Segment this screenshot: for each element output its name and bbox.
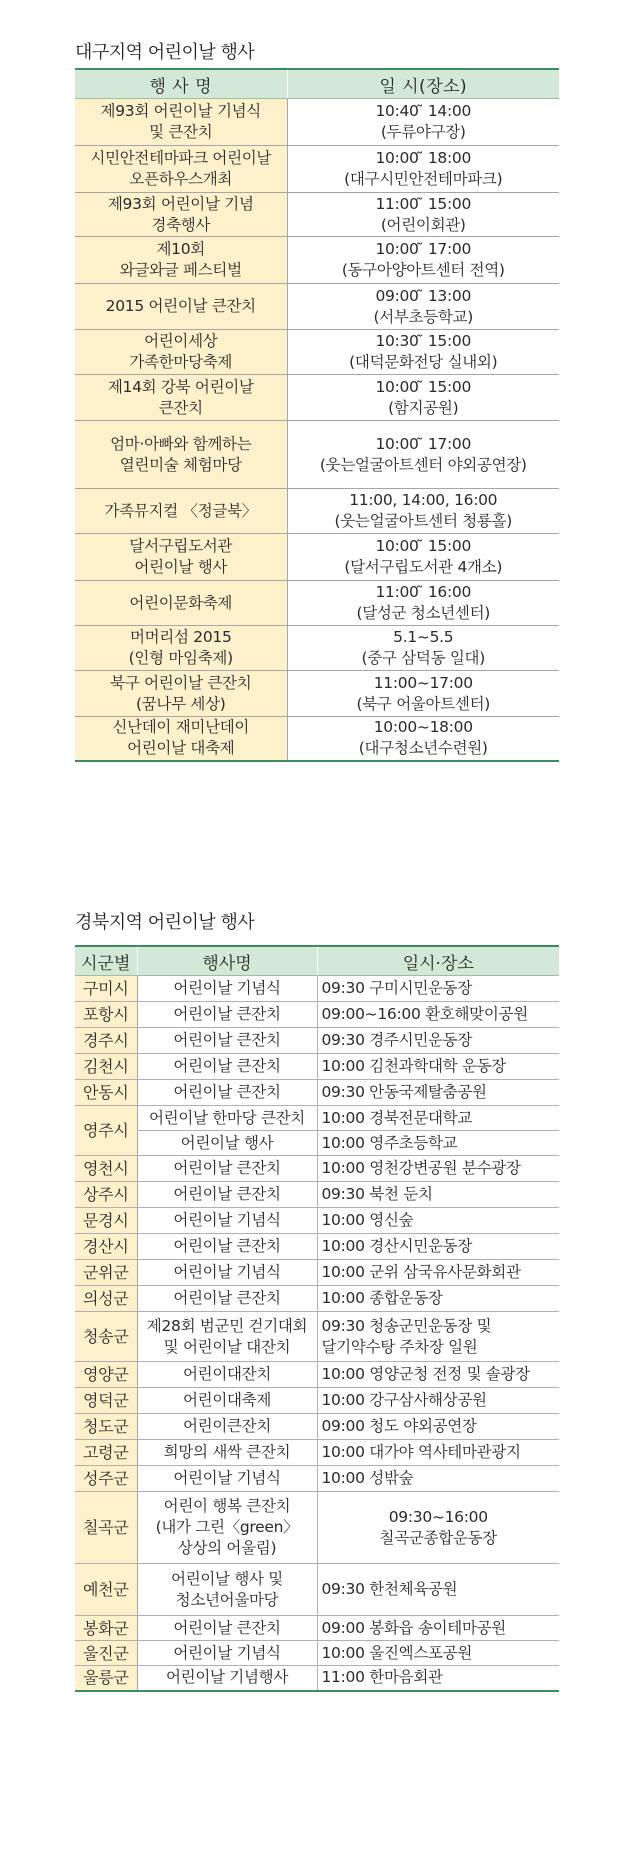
time-place-cell: [287, 581, 559, 626]
event-name-cell: [75, 375, 287, 421]
event-name-line: 어린이세상: [144, 332, 218, 350]
event-name-cell: [137, 1440, 317, 1466]
time-place-line: 09:30 경주시민운동장: [321, 1031, 473, 1049]
table-row: [75, 1208, 559, 1234]
city-cell: 청도군: [75, 1414, 137, 1440]
time-place-line: 09:30 안동국제탈춤공원: [321, 1083, 487, 1101]
time-place-cell: [317, 1054, 559, 1080]
event-name-cell: [75, 330, 287, 375]
event-name-line: 북구 어린이날 큰잔치: [110, 673, 252, 692]
table-row: [75, 1156, 559, 1182]
time-place-line: 09:00 청도 야외공연장: [321, 1417, 477, 1435]
city-cell: 영양군: [75, 1362, 137, 1388]
event-name-line: 어린이날 기념행사: [165, 1668, 288, 1687]
event-name-cell: [75, 284, 287, 330]
table-row: [75, 237, 559, 284]
time-line: 10:00 ̃ 15:00: [375, 377, 472, 396]
place-line: (북구 어울아트센터): [356, 694, 490, 713]
event-name-cell: [75, 489, 287, 534]
time-place-cell: [317, 1106, 559, 1131]
city-cell: 경주시: [75, 1028, 137, 1054]
time-place-cell: [317, 1641, 559, 1666]
event-name-line: 어린이날 기념식: [173, 1469, 281, 1487]
event-name-line: 어린이날 큰잔치: [173, 1083, 281, 1101]
time-place-cell: [287, 237, 559, 284]
table-row: [75, 1414, 559, 1440]
event-name-line: 및 큰잔치: [149, 123, 213, 141]
time-place-cell: [287, 534, 559, 581]
time-place-line: 09:30 한천체육공원: [321, 1580, 458, 1598]
header-time-place: 일시·장소: [317, 946, 559, 976]
time-place-cell: [287, 99, 559, 146]
time-place-line: 09:00 봉화읍 송이테마공원: [321, 1618, 506, 1637]
time-place-cell: [317, 976, 559, 1002]
event-name-line: 어린이큰잔치: [182, 1417, 272, 1435]
event-name-line: 제14회 강북 어린이날: [107, 377, 254, 396]
table-row: [75, 1641, 559, 1666]
place-line: (웃는얼굴아트센터 청룡홀): [334, 512, 513, 530]
event-name-line: 제93회 어린이날 기념식: [100, 102, 261, 120]
table-row: [75, 1312, 559, 1362]
time-line: 10:00 ̃ 18:00: [375, 149, 472, 167]
city-cell: 영천시: [75, 1156, 137, 1182]
event-name-line: (내가 그린〈green〉: [155, 1518, 299, 1536]
event-name-line: 청소년어울마당: [175, 1590, 279, 1609]
time-place-cell: [317, 1666, 559, 1691]
table-row: [75, 1131, 559, 1156]
event-name-line: 어린이날 대축제: [127, 739, 235, 758]
event-name-line: 제28회 범군민 걷기대회: [146, 1316, 308, 1335]
event-name-line: 달서구립도서관: [129, 537, 233, 555]
time-place-cell: [317, 1286, 559, 1312]
city-cell: 칠곡군: [75, 1492, 137, 1564]
gyeongbuk-section-title: 경북지역 어린이날 행사: [75, 912, 255, 933]
header-time-place: 일 시(장소): [287, 69, 559, 99]
event-name-cell: [137, 1564, 317, 1616]
table-row: [75, 1616, 559, 1641]
event-name-cell: [137, 1234, 317, 1260]
time-place-cell: [317, 1131, 559, 1156]
time-place-cell: [317, 1440, 559, 1466]
table-row: [75, 1234, 559, 1260]
header-event-name: 행사명: [137, 946, 317, 976]
event-name-cell: [137, 1054, 317, 1080]
city-cell: 문경시: [75, 1208, 137, 1234]
city-cell: 김천시: [75, 1054, 137, 1080]
event-name-line: 머머리섬 2015: [129, 628, 232, 646]
time-place-line: 10:00 경북전문대학교: [321, 1108, 473, 1127]
time-place-line: 11:00 한마음회관: [321, 1668, 443, 1687]
table-row: [75, 626, 559, 671]
table-row: [75, 99, 559, 146]
table-row: [75, 1286, 559, 1312]
event-name-line: 어린이날 한마당 큰잔치: [149, 1108, 305, 1127]
table-row: [75, 534, 559, 581]
event-name-cell: [75, 626, 287, 671]
event-name-line: 어린이날 큰잔치: [173, 1289, 281, 1307]
event-name-cell: [75, 146, 287, 193]
table-row: [75, 1440, 559, 1466]
event-name-cell: [137, 1131, 317, 1156]
city-cell: 상주시: [75, 1182, 137, 1208]
time-place-cell: [317, 1362, 559, 1388]
event-name-cell: [137, 1312, 317, 1362]
table-row: [75, 489, 559, 534]
daegu-section-title: 대구지역 어린이날 행사: [75, 42, 255, 63]
event-name-cell: [137, 1666, 317, 1691]
table-row: [75, 193, 559, 237]
time-place-line: 10:00 영양군청 전정 및 솔광장: [321, 1365, 530, 1383]
time-place-cell: [317, 1182, 559, 1208]
city-cell: 고령군: [75, 1440, 137, 1466]
event-name-line: (꿈나무 세상): [136, 694, 226, 713]
time-place-cell: [287, 193, 559, 237]
event-name-cell: [75, 193, 287, 237]
time-line: 11:00 ̃ 15:00: [375, 194, 472, 213]
event-name-cell: [137, 1106, 317, 1131]
table-row: [75, 717, 559, 761]
time-place-cell: [317, 1234, 559, 1260]
time-place-cell: [287, 671, 559, 717]
place-line: (두류야구장): [380, 123, 466, 141]
event-name-cell: [75, 99, 287, 146]
event-name-cell: [137, 1388, 317, 1414]
event-name-line: 가족뮤지컬 〈정글북〉: [104, 501, 257, 520]
event-name-line: 어린이날 큰잔치: [173, 1237, 281, 1255]
event-name-line: 오픈하우스개최: [129, 170, 233, 188]
event-name-line: 경축행사: [151, 215, 211, 234]
event-name-cell: [137, 1286, 317, 1312]
city-cell: 군위군: [75, 1260, 137, 1286]
table-header-row: [75, 69, 559, 99]
table-row: [75, 976, 559, 1002]
time-line: 11:00 ̃ 16:00: [375, 583, 472, 601]
time-place-line: 09:00~16:00 환호해맞이공원: [321, 1005, 528, 1023]
event-name-line: 어린이날 큰잔치: [173, 1031, 281, 1049]
city-cell: 안동시: [75, 1080, 137, 1106]
time-place-cell: [317, 1492, 559, 1564]
time-place-line: 10:00 김천과학대학 운동장: [321, 1057, 506, 1075]
table-row: [75, 375, 559, 421]
event-name-line: 엄마·아빠와 함께하는: [110, 434, 252, 453]
event-name-line: 어린이날 기념식: [173, 1643, 281, 1662]
time-place-cell: [317, 1260, 559, 1286]
event-name-line: 신난데이 재미난데이: [112, 718, 250, 737]
event-name-line: 및 어린이날 대잔치: [163, 1337, 291, 1356]
time-place-cell: [317, 1156, 559, 1182]
event-name-cell: [137, 1466, 317, 1492]
header-event-name: 행 사 명: [75, 69, 287, 99]
event-name-line: 희망의 새싹 큰잔치: [163, 1443, 291, 1461]
time-place-line: 10:00 경산시민운동장: [321, 1237, 473, 1255]
time-line: 10:00 ̃ 17:00: [375, 240, 472, 258]
time-line: 11:00~17:00: [373, 673, 473, 692]
daegu-events-table: [75, 68, 559, 762]
event-name-cell: [137, 976, 317, 1002]
header-city: 시군별: [75, 946, 137, 976]
event-name-line: 어린이날 큰잔치: [173, 1618, 281, 1637]
event-name-cell: [137, 1616, 317, 1641]
event-name-cell: [137, 1641, 317, 1666]
event-name-line: 2015 어린이날 큰잔치: [105, 297, 256, 315]
table-row: [75, 1080, 559, 1106]
table-row: [75, 1028, 559, 1054]
table-row: [75, 1106, 559, 1131]
place-line: (대구시민안전테마파크): [344, 170, 503, 188]
time-place-cell: [317, 1312, 559, 1362]
event-name-line: 어린이 행복 큰잔치: [163, 1497, 291, 1515]
city-cell: 영덕군: [75, 1388, 137, 1414]
time-place-cell: [287, 489, 559, 534]
event-name-cell: [75, 581, 287, 626]
time-place-line: 달기약수탕 주차장 일원: [321, 1337, 478, 1356]
event-name-line: 어린이날 큰잔치: [173, 1057, 281, 1075]
event-name-line: 어린이대잔치: [182, 1365, 272, 1383]
place-line: (웃는얼굴아트센터 야외공연장): [319, 455, 527, 474]
time-place-line: 10:00 영신숲: [321, 1211, 414, 1229]
time-place-line: 10:00 성밖숲: [321, 1469, 414, 1487]
time-place-line: 10:00 강구삼사해상공원: [321, 1391, 487, 1409]
event-name-line: 어린이날 행사: [180, 1133, 274, 1152]
event-name-cell: [75, 237, 287, 284]
time-place-cell: [317, 1564, 559, 1616]
event-name-line: 어린이날 행사 및: [171, 1569, 283, 1588]
city-cell: 포항시: [75, 1002, 137, 1028]
time-place-cell: [317, 1002, 559, 1028]
time-place-cell: [287, 375, 559, 421]
time-place-cell: [287, 330, 559, 375]
time-line: 09:00 ̃ 13:00: [375, 286, 472, 305]
event-name-line: 어린이날 큰잔치: [173, 1185, 281, 1203]
time-place-line: 10:00 영천강변공원 분수광장: [321, 1159, 521, 1177]
event-name-line: 시민안전테마파크 어린이날: [90, 149, 272, 167]
event-name-cell: [137, 1080, 317, 1106]
event-name-line: 어린이날 큰잔치: [173, 1159, 281, 1177]
time-place-cell: [317, 1616, 559, 1641]
table-row: [75, 1666, 559, 1691]
time-line: 10:30 ̃ 15:00: [375, 332, 472, 350]
event-name-line: 큰잔치: [158, 398, 203, 417]
event-name-line: 가족한마당축제: [129, 353, 233, 371]
table-row: [75, 284, 559, 330]
event-name-cell: [75, 421, 287, 489]
time-place-line: 10:00 군위 삼국유사문화회관: [321, 1263, 521, 1281]
time-place-cell: [287, 284, 559, 330]
time-place-cell: [287, 146, 559, 193]
table-row: [75, 1362, 559, 1388]
time-place-line: 09:30 북천 둔치: [321, 1185, 433, 1203]
place-line: (중구 삼덕동 일대): [361, 649, 485, 667]
city-cell: 경산시: [75, 1234, 137, 1260]
gyeongbuk-events-table: [75, 945, 559, 1692]
table-row: [75, 1260, 559, 1286]
city-cell: 구미시: [75, 976, 137, 1002]
city-cell: 예천군: [75, 1564, 137, 1616]
event-name-line: 제10회: [156, 240, 205, 258]
city-cell: 울진군: [75, 1641, 137, 1666]
place-line: (함지공원): [388, 398, 459, 417]
event-name-line: 어린이날 기념식: [173, 979, 281, 997]
city-cell: 성주군: [75, 1466, 137, 1492]
table-row: [75, 330, 559, 375]
event-name-line: 제93회 어린이날 기념: [107, 194, 254, 213]
time-place-line: 10:00 영주초등학교: [321, 1133, 458, 1152]
place-line: (달성군 청소년센터): [356, 604, 490, 622]
place-line: (달서구립도서관 4개소): [344, 558, 503, 576]
event-name-cell: [137, 1156, 317, 1182]
event-name-cell: [137, 1260, 317, 1286]
time-place-line: 10:00 울진엑스포공원: [321, 1643, 473, 1662]
table-row: [75, 421, 559, 489]
event-name-cell: [137, 1002, 317, 1028]
event-name-line: 어린이날 기념식: [173, 1211, 281, 1229]
table-row: [75, 671, 559, 717]
event-name-line: 어린이날 기념식: [173, 1263, 281, 1281]
event-name-cell: [75, 671, 287, 717]
time-place-cell: [287, 421, 559, 489]
event-name-cell: [137, 1208, 317, 1234]
time-line: 5.1~5.5: [393, 628, 454, 646]
time-place-line: 09:30 청송군민운동장 및: [321, 1316, 492, 1335]
time-place-cell: [317, 1466, 559, 1492]
time-place-cell: [317, 1388, 559, 1414]
time-line: 11:00, 14:00, 16:00: [349, 491, 498, 509]
event-name-cell: [137, 1182, 317, 1208]
time-place-cell: [287, 717, 559, 761]
city-cell: 영주시: [75, 1106, 137, 1156]
event-name-cell: [75, 534, 287, 581]
event-name-line: 어린이문화축제: [129, 593, 233, 612]
table-row: [75, 1466, 559, 1492]
event-name-line: 어린이날 행사: [134, 558, 228, 576]
time-place-line: 칠곡군종합운동장: [379, 1528, 497, 1547]
city-cell: 청송군: [75, 1312, 137, 1362]
event-name-cell: [75, 717, 287, 761]
table-row: [75, 581, 559, 626]
event-name-line: 열린미술 체험마당: [119, 455, 242, 474]
time-place-cell: [317, 1208, 559, 1234]
table-row: [75, 1002, 559, 1028]
place-line: (대덕문화전당 실내외): [349, 353, 498, 371]
table-row: [75, 1564, 559, 1616]
time-place-cell: [287, 626, 559, 671]
time-place-line: 10:00 종합운동장: [321, 1289, 443, 1307]
place-line: (대구청소년수련원): [358, 739, 488, 758]
time-line: 10:40 ̃ 14:00: [375, 102, 472, 120]
event-name-line: 상상의 어울림): [177, 1539, 277, 1557]
time-line: 10:00 ̃ 15:00: [375, 537, 472, 555]
event-name-line: 어린이대축제: [182, 1391, 272, 1409]
table-row: [75, 1182, 559, 1208]
event-name-line: (인형 마임축제): [128, 649, 233, 667]
place-line: (어린이회관): [380, 215, 466, 234]
event-name-cell: [137, 1362, 317, 1388]
event-name-line: 와글와글 페스티벌: [119, 261, 242, 279]
time-place-line: 09:30 구미시민운동장: [321, 979, 473, 997]
table-row: [75, 146, 559, 193]
table-row: [75, 1054, 559, 1080]
time-line: 10:00~18:00: [373, 718, 473, 737]
city-cell: 울릉군: [75, 1666, 137, 1691]
time-place-cell: [317, 1028, 559, 1054]
time-line: 10:00 ̃ 17:00: [375, 434, 472, 453]
place-line: (서부초등학교): [373, 307, 474, 326]
time-place-cell: [317, 1414, 559, 1440]
table-row: [75, 1388, 559, 1414]
event-name-cell: [137, 1414, 317, 1440]
city-cell: 봉화군: [75, 1616, 137, 1641]
time-place-line: 10:00 대가야 역사테마관광지: [321, 1443, 521, 1461]
time-place-line: 09:30~16:00: [388, 1507, 488, 1526]
time-place-cell: [317, 1080, 559, 1106]
city-cell: 의성군: [75, 1286, 137, 1312]
table-row: [75, 1492, 559, 1564]
event-name-cell: [137, 1028, 317, 1054]
event-name-line: 어린이날 큰잔치: [173, 1005, 281, 1023]
event-name-cell: [137, 1492, 317, 1564]
table-header-row: [75, 946, 559, 976]
place-line: (동구아양아트센터 전역): [341, 261, 505, 279]
